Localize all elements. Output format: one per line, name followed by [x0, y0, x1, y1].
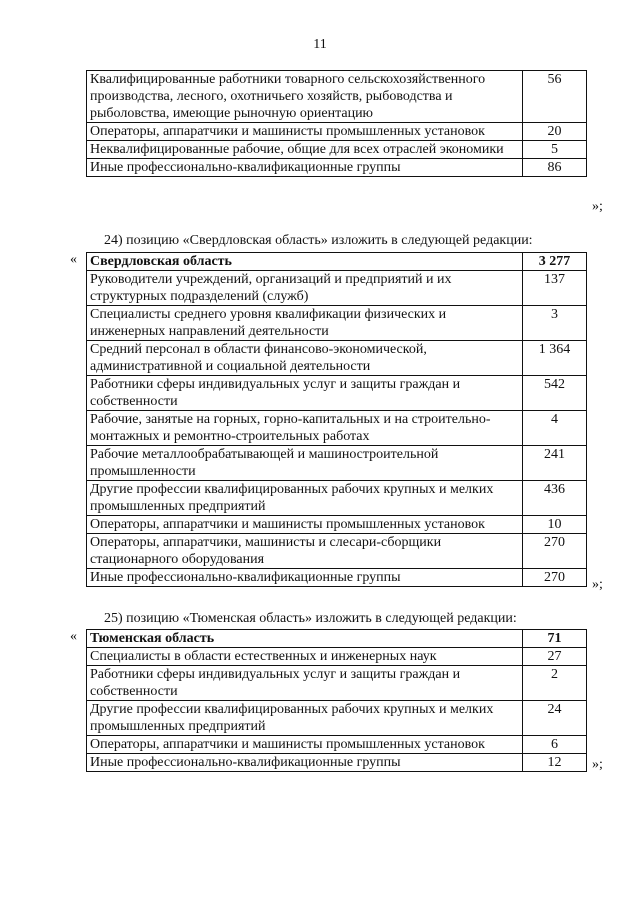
row-label: Операторы, аппаратчики и машинисты промышленных установок	[87, 736, 523, 754]
table-row	[87, 736, 587, 754]
row-label: Руководители учреждений, организаций и предприятий и их структурных подразделений (служб)	[87, 271, 523, 306]
row-value: 3	[523, 306, 587, 341]
row-value: 542	[523, 376, 587, 411]
row-label: Неквалифицированные рабочие, общие для всех отраслей экономики	[87, 141, 523, 159]
region-name: Тюменская область	[87, 630, 523, 648]
table-row	[87, 306, 587, 341]
row-label: Иные профессионально-квалификационные группы	[87, 159, 523, 177]
table-row	[87, 534, 587, 569]
row-value: 270	[523, 569, 587, 587]
opening-quote: «	[70, 252, 77, 267]
row-value: 10	[523, 516, 587, 534]
row-value: 56	[523, 71, 587, 123]
table-row	[87, 411, 587, 446]
row-label: Специалисты среднего уровня квалификации физических и инженерных направлений деятельности	[87, 306, 523, 341]
region-total: 3 277	[523, 253, 587, 271]
row-value: 20	[523, 123, 587, 141]
row-value: 2	[523, 666, 587, 701]
table-sverdlovsk	[86, 252, 587, 587]
row-value: 4	[523, 411, 587, 446]
row-label: Другие профессии квалифицированных рабочих крупных и мелких промышленных предприятий	[87, 481, 523, 516]
region-total: 71	[523, 630, 587, 648]
table-row	[87, 701, 587, 736]
table-header-row	[87, 630, 587, 648]
closing-quote: »;	[592, 199, 603, 214]
row-value: 5	[523, 141, 587, 159]
table-tyumen	[86, 629, 587, 772]
table-row	[87, 516, 587, 534]
row-value: 436	[523, 481, 587, 516]
table-row	[87, 141, 587, 159]
table-continuation	[86, 70, 587, 177]
closing-quote: »;	[592, 577, 603, 592]
table-row	[87, 666, 587, 701]
table-row	[87, 481, 587, 516]
row-value: 24	[523, 701, 587, 736]
row-label: Средний персонал в области финансово-экономической, административной и социальной деятельности	[87, 341, 523, 376]
row-value: 137	[523, 271, 587, 306]
row-label: Рабочие металлообрабатывающей и машиностроительной промышленности	[87, 446, 523, 481]
row-value: 241	[523, 446, 587, 481]
row-label: Специалисты в области естественных и инженерных наук	[87, 648, 523, 666]
table-row	[87, 446, 587, 481]
row-label: Квалифицированные работники товарного сельскохозяйственного производства, лесного, охотничьего хозяйств, рыбоводства и рыболовства, имеющие рыночную ориентацию	[87, 71, 523, 123]
row-label: Рабочие, занятые на горных, горно-капитальных и на строительно-монтажных и ремонтно-строительных работах	[87, 411, 523, 446]
row-label: Операторы, аппаратчики и машинисты промышленных установок	[87, 123, 523, 141]
row-label: Операторы, аппаратчики, машинисты и слесари-сборщики стационарного оборудования	[87, 534, 523, 569]
opening-quote: «	[70, 629, 77, 644]
table-row	[87, 754, 587, 772]
closing-quote: »;	[592, 757, 603, 772]
row-label: Операторы, аппаратчики и машинисты промышленных установок	[87, 516, 523, 534]
row-value: 27	[523, 648, 587, 666]
table-row	[87, 71, 587, 123]
row-label: Иные профессионально-квалификационные группы	[87, 569, 523, 587]
row-value: 1 364	[523, 341, 587, 376]
row-value: 270	[523, 534, 587, 569]
table-row	[87, 341, 587, 376]
section-25-intro: 25) позицию «Тюменская область» изложить в следующей редакции:	[104, 611, 517, 626]
page-number: 11	[313, 37, 327, 52]
table-row	[87, 159, 587, 177]
section-24-intro: 24) позицию «Свердловская область» изложить в следующей редакции:	[104, 233, 533, 248]
row-label: Другие профессии квалифицированных рабочих крупных и мелких промышленных предприятий	[87, 701, 523, 736]
table-row	[87, 376, 587, 411]
row-label: Иные профессионально-квалификационные группы	[87, 754, 523, 772]
table-row	[87, 648, 587, 666]
row-value: 86	[523, 159, 587, 177]
row-label: Работники сферы индивидуальных услуг и защиты граждан и собственности	[87, 376, 523, 411]
table-header-row	[87, 253, 587, 271]
row-value: 6	[523, 736, 587, 754]
table-row	[87, 569, 587, 587]
row-value: 12	[523, 754, 587, 772]
table-row	[87, 123, 587, 141]
region-name: Свердловская область	[87, 253, 523, 271]
table-row	[87, 271, 587, 306]
row-label: Работники сферы индивидуальных услуг и защиты граждан и собственности	[87, 666, 523, 701]
